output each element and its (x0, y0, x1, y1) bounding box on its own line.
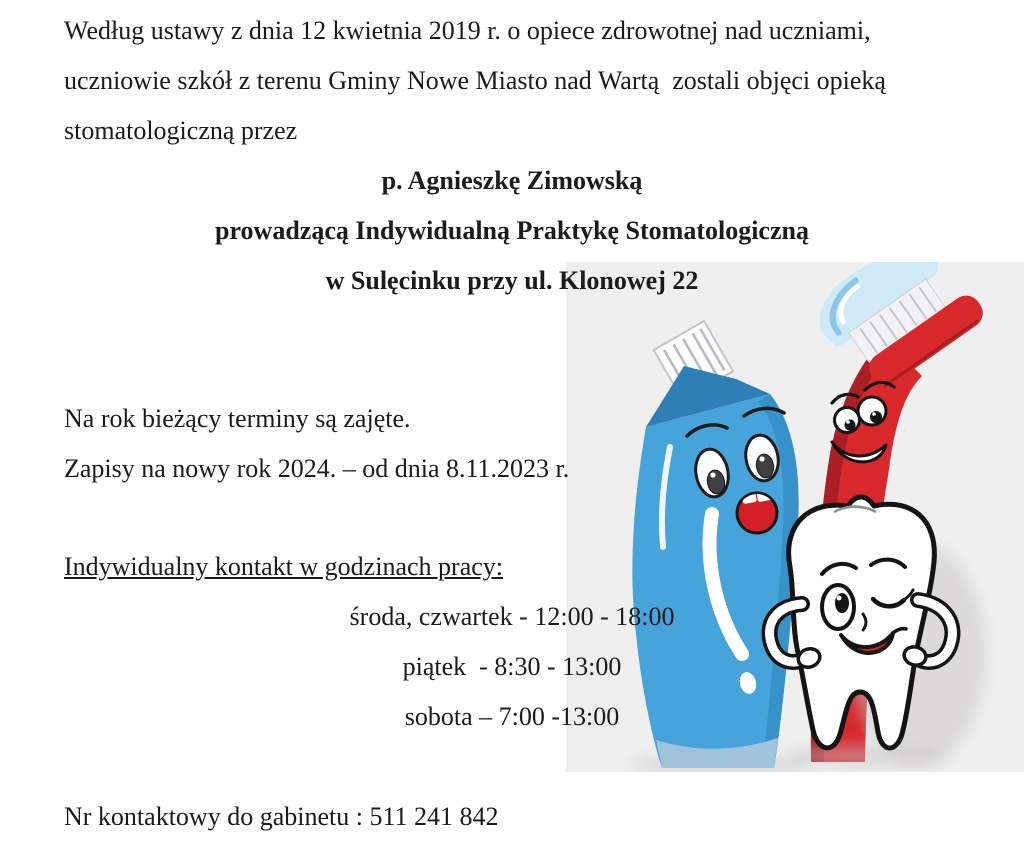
schedule-saturday: sobota – 7:00 -13:00 (404, 702, 620, 731)
notice-paragraph (64, 394, 960, 494)
provider-practice: prowadzącą Indywidualną Praktykę Stomatologiczną (215, 216, 809, 245)
notice-line-2: Zapisy na nowy rok 2024. – od dnia 8.11.2023 r. (64, 454, 570, 483)
provider-address: w Sulęcinku przy ul. Klonowej 22 (325, 266, 699, 295)
intro-line-2: uczniowie szkół z terenu Gminy Nowe Miasto nad Wartą zostali objęci opieką (64, 66, 886, 95)
contact-heading-text: Indywidualny kontakt w godzinach pracy: (64, 552, 503, 581)
phone-line (64, 792, 960, 842)
schedule-list (64, 592, 960, 742)
contact-heading (64, 542, 960, 592)
intro-line-1: Według ustawy z dnia 12 kwietnia 2019 r. o opiece zdrowotnej nad uczniami, (64, 16, 871, 45)
provider-name: p. Agnieszkę Zimowską (381, 166, 643, 195)
phone-text: Nr kontaktowy do gabinetu : 511 241 842 (64, 802, 499, 831)
intro-paragraph (64, 6, 960, 156)
tooth-floor-shadow (786, 745, 946, 767)
schedule-wed-thu: środa, czwartek - 12:00 - 18:00 (349, 602, 675, 631)
provider-heading (64, 156, 960, 306)
schedule-friday: piątek - 8:30 - 13:00 (402, 652, 622, 681)
intro-line-3: stomatologiczną przez (64, 116, 298, 145)
notice-line-1: Na rok bieżący terminy są zajęte. (64, 404, 411, 433)
